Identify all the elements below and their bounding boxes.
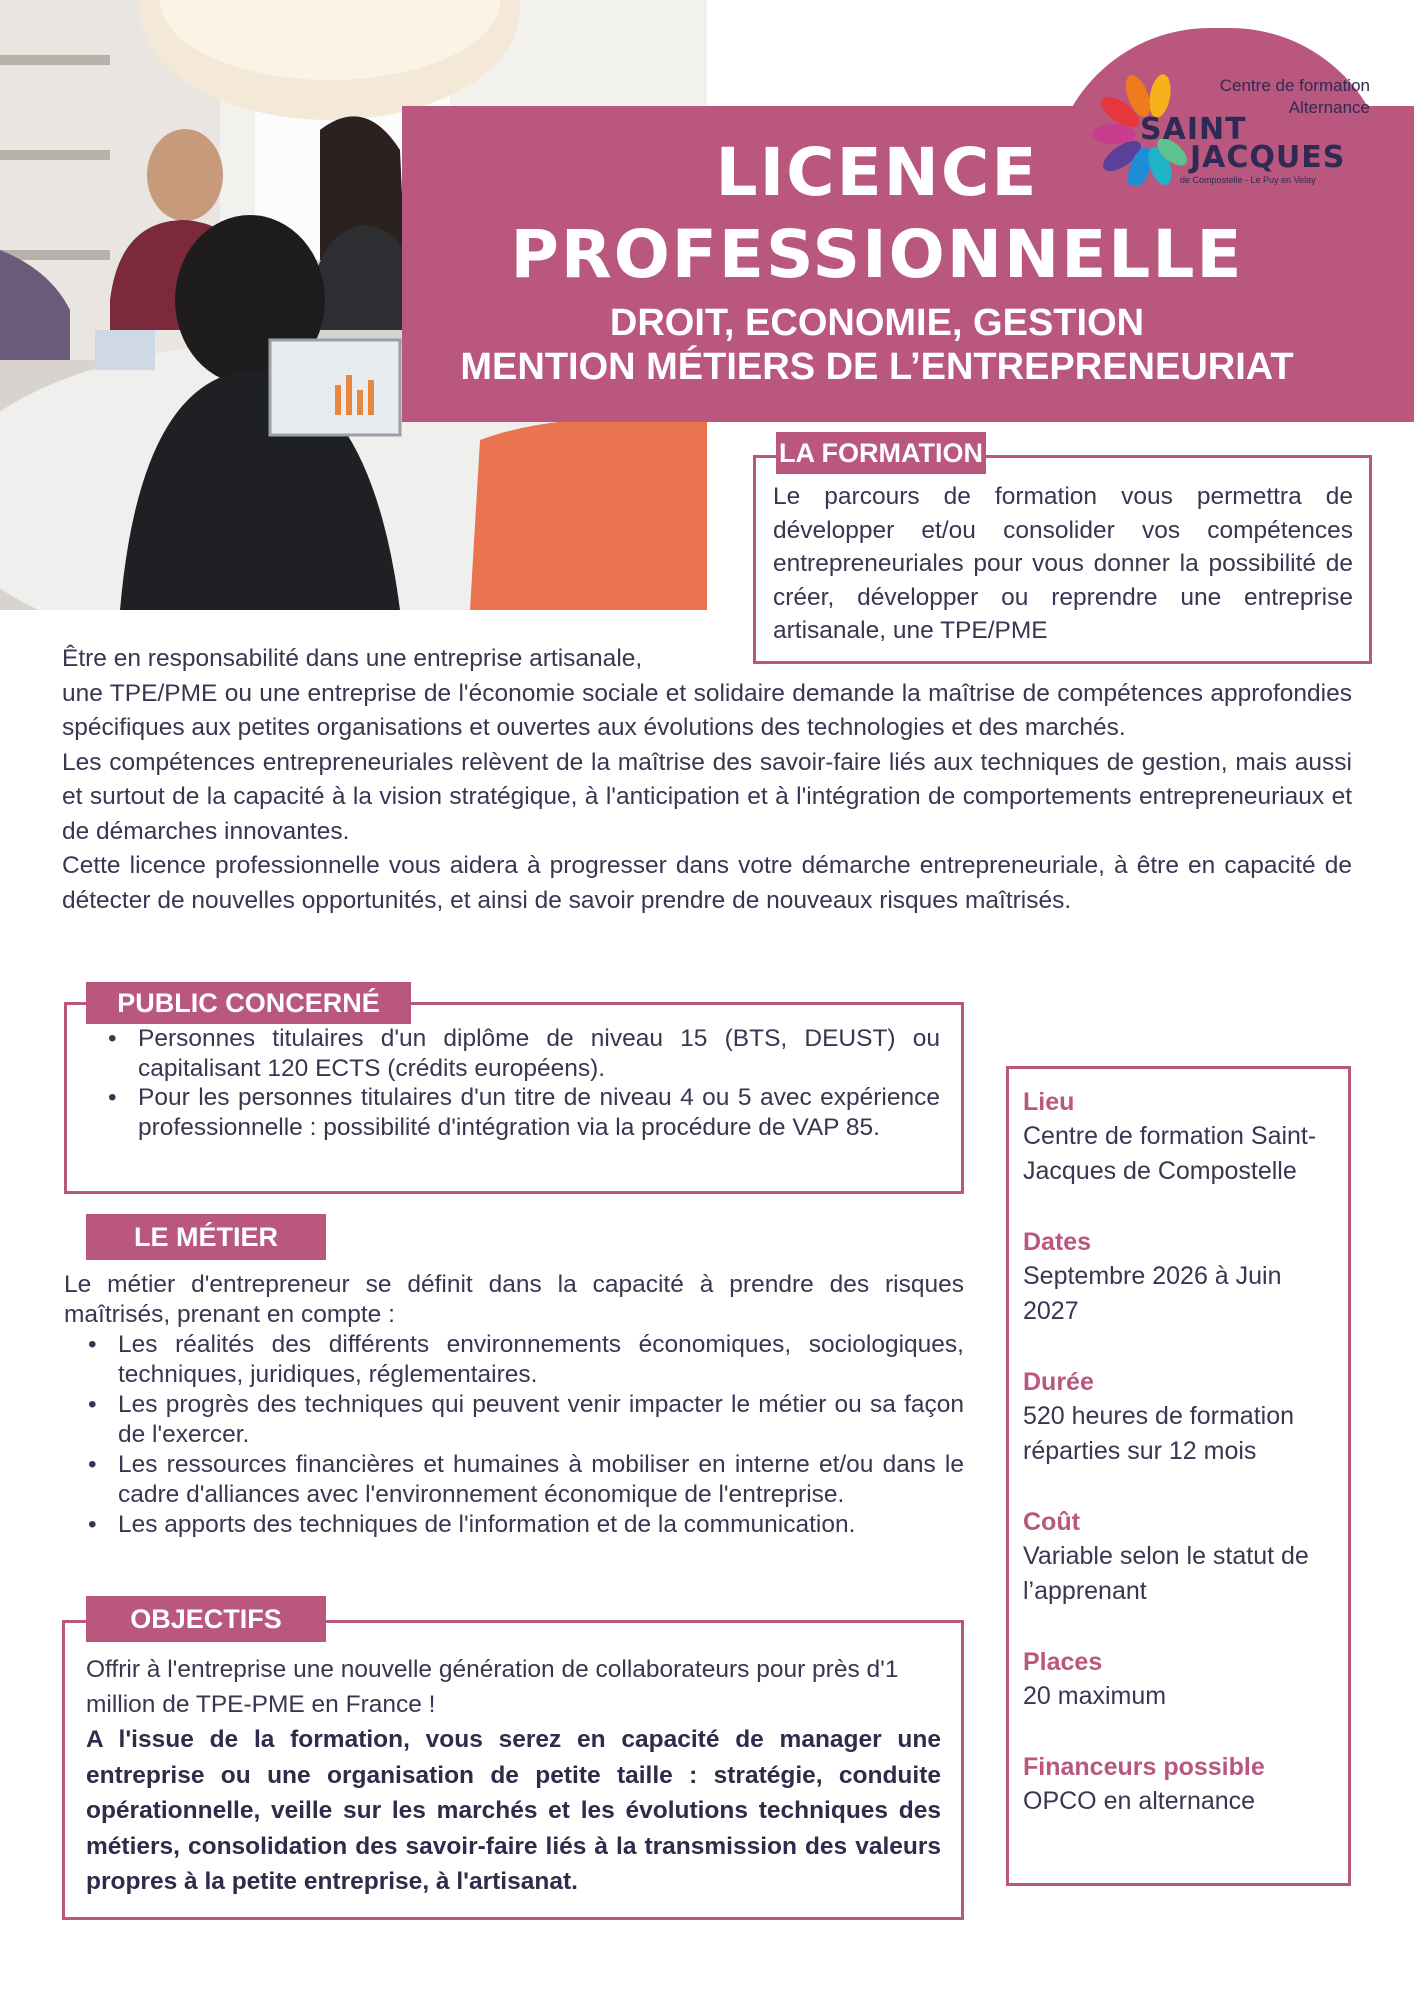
subtitle-line-2: MENTION MÉTIERS DE L’ENTREPRENEURIAT	[460, 346, 1294, 388]
metier-tag: LE MÉTIER	[86, 1214, 326, 1260]
lieu-label: Lieu	[1023, 1088, 1075, 1116]
logo	[1080, 62, 1370, 192]
logo-line-2: Alternance	[1288, 98, 1370, 117]
public-list	[100, 1024, 940, 1142]
logo-line-1: Centre de formation	[1219, 76, 1370, 95]
financeurs-value: OPCO en alternance	[1023, 1787, 1256, 1815]
intro-paragraph-1: une TPE/PME ou une entreprise de l'économie sociale et solidaire demande la maîtrise de compétences approfondies spécifiques aux petites organisations et ouvertes aux évolutions des technologies et des marchés.	[62, 679, 1352, 741]
objectifs-tag: OBJECTIFS	[86, 1596, 326, 1642]
list-item: • Les ressources financières et humaines à mobiliser en interne et/ou dans le cadre d'alliances avec l'environnement économique de l'entreprise.	[80, 1450, 964, 1510]
intro-paragraph-3: Cette licence professionnelle vous aidera à progresser dans votre démarche entrepreneuriale, à être en capacité de détecter de nouvelles opportunités, et ainsi de savoir prendre de nouveaux risques maîtrisés.	[62, 852, 1352, 914]
intro-paragraph-2: Les compétences entrepreneuriales relèvent de la maîtrise des savoir-faire liés aux techniques de gestion, mais aussi et surtout de la capacité à la vision stratégique, à l'anticipation et à l'intégration de comportements entrepreneuriaux et de démarches innovantes.	[62, 748, 1352, 845]
objectifs-text: Offrir à l'entreprise une nouvelle génération de collaborateurs pour près d'1 million de TPE-PME en France !	[86, 1656, 899, 1718]
list-item: • Les progrès des techniques qui peuvent venir impacter le métier ou sa façon de l'exercer.	[80, 1390, 964, 1450]
formation-tag: LA FORMATION	[776, 432, 986, 474]
cout-label: Coût	[1023, 1508, 1080, 1536]
duree-label: Durée	[1023, 1368, 1094, 1396]
intro-first-line: Être en responsabilité dans une entreprise artisanale,	[62, 645, 643, 672]
intro-text	[62, 642, 1352, 918]
logo-brand-2: JACQUES	[1190, 140, 1346, 175]
info-box	[1006, 1066, 1351, 1886]
logo-tagline: de Compostelle - Le Puy en Velay	[1180, 175, 1316, 185]
duree-value: 520 heures de formation réparties sur 12 mois	[1023, 1402, 1295, 1465]
metier-intro: Le métier d'entrepreneur se définit dans la capacité à prendre des risques maîtrisés, prenant en compte :	[64, 1271, 964, 1328]
info-content	[1023, 1085, 1333, 1819]
cout-value: Variable selon le statut de l’apprenant	[1023, 1542, 1309, 1605]
public-tag: PUBLIC CONCERNÉ	[86, 982, 411, 1024]
title-line-1: LICENCE	[715, 134, 1039, 211]
list-item: • Personnes titulaires d'un diplôme de niveau 15 (BTS, DEUST) ou capitalisant 120 ECTS (crédits européens).	[100, 1024, 940, 1083]
subtitle-line-1: DROIT, ECONOMIE, GESTION	[609, 302, 1145, 344]
list-item: • Les réalités des différents environnements économiques, sociologiques, techniques, juridiques, réglementaires.	[80, 1330, 964, 1390]
metier-list	[80, 1330, 964, 1540]
formation-text: Le parcours de formation vous permettra de développer et/ou consolider vos compétences entrepreneuriales pour vous donner la possibilité de créer, développer ou reprendre une entreprise artisanale, une TPE/PME	[773, 483, 1353, 644]
list-item: • Pour les personnes titulaires d'un titre de niveau 4 ou 5 avec expérience professionnelle : possibilité d'intégration via la procédure de VAP 85.	[100, 1083, 940, 1142]
dates-value: Septembre 2026 à Juin 2027	[1023, 1262, 1282, 1325]
objectifs-bold-text: A l'issue de la formation, vous serez en capacité de manager une entreprise ou une organisation de petite taille : stratégie, conduite opérationnelle, veille sur les marchés et les évolutions techniques des métiers, consolidation des savoir-faire liés à la transmission des valeurs propres à la petite entreprise, à l'artisanat.	[86, 1726, 941, 1895]
places-label: Places	[1023, 1648, 1103, 1676]
lieu-value: Centre de formation Saint-Jacques de Compostelle	[1023, 1122, 1317, 1185]
title-line-2: PROFESSIONNELLE	[510, 216, 1244, 293]
list-item: • Les apports des techniques de l'information et de la communication.	[80, 1510, 964, 1540]
places-value: 20 maximum	[1023, 1682, 1167, 1710]
financeurs-label: Financeurs possible	[1023, 1753, 1265, 1781]
dates-label: Dates	[1023, 1228, 1092, 1256]
logo-brand-1: SAINT	[1140, 112, 1247, 147]
